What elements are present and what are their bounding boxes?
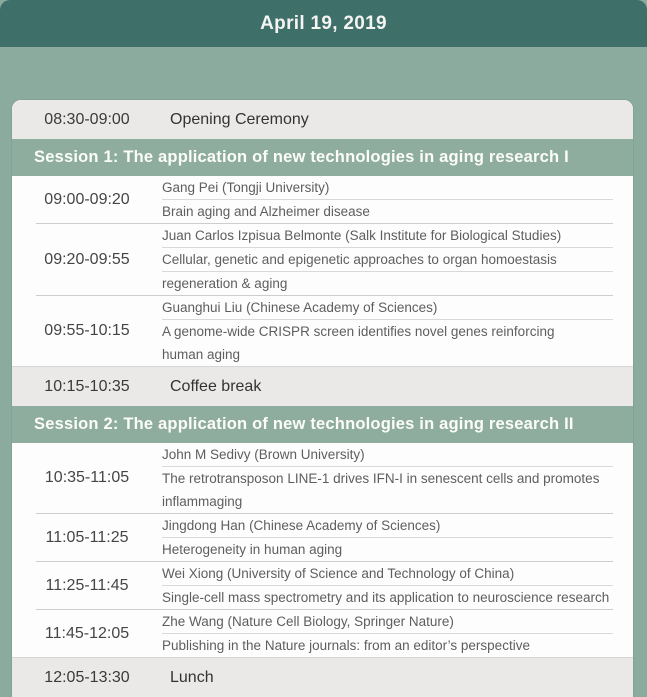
- session-1-header: [12, 139, 633, 176]
- schedule-card: [12, 100, 633, 697]
- title-line: Single-cell mass spectrometry and its application to neuroscience research: [162, 590, 610, 605]
- speaker-line: Wei Xiong (University of Science and Technology of China): [162, 562, 613, 586]
- speaker-line: Jingdong Han (Chinese Academy of Sciences): [162, 514, 613, 538]
- time-range: 11:25-11:45: [45, 576, 129, 594]
- time-range: 09:00-09:20: [44, 190, 130, 208]
- time-range: 11:05-11:25: [45, 528, 129, 546]
- break-row-opening-ceremony: [12, 100, 633, 139]
- time-range: 12:05-13:30: [44, 668, 130, 686]
- date-header: [0, 0, 647, 47]
- talk-content: [162, 443, 613, 513]
- title-line: Publishing in the Nature journals: from an editor’s perspective: [162, 638, 530, 653]
- break-row-coffee-break: [12, 366, 633, 406]
- speaker-line: Gang Pei (Tongji University): [162, 176, 613, 200]
- talk-content: [162, 562, 613, 609]
- talk-content: [162, 296, 613, 366]
- talk-row-zhe-wang: [12, 610, 633, 657]
- time-range: 09:55-10:15: [44, 322, 130, 339]
- talk-row-jingdong-han: [12, 514, 633, 561]
- talk-row-wei-xiong: [12, 562, 633, 609]
- speaker-line: Zhe Wang (Nature Cell Biology, Springer Nature): [162, 610, 613, 634]
- title-line: inflammaging: [162, 494, 243, 509]
- talk-content: [162, 514, 613, 561]
- session-1-title: Session 1: The application of new technologies in aging research I: [34, 148, 569, 166]
- break-label: Coffee break: [170, 377, 262, 395]
- title-line: regeneration & aging: [162, 276, 288, 291]
- time-range: 10:15-10:35: [44, 377, 130, 395]
- date-header-text: April 19, 2019: [260, 13, 387, 34]
- speaker-line: John M Sedivy (Brown University): [162, 443, 613, 467]
- break-label: Lunch: [170, 668, 214, 686]
- talk-row-gang-pei: [12, 176, 633, 223]
- talk-content: [162, 176, 613, 223]
- time-range: 10:35-11:05: [44, 469, 130, 486]
- talk-row-guanghui-liu: [12, 296, 633, 366]
- break-row-lunch: [12, 657, 633, 697]
- title-line: human aging: [162, 347, 241, 362]
- speaker-line: Juan Carlos Izpisua Belmonte (Salk Institute for Biological Studies): [162, 224, 613, 248]
- break-label: Opening Ceremony: [170, 110, 309, 128]
- title-line: The retrotransposon LINE-1 drives IFN-I in senescent cells and promotes: [162, 471, 600, 486]
- talk-content: [162, 224, 613, 295]
- session-2-title: Session 2: The application of new technologies in aging research II: [34, 415, 574, 433]
- speaker-line: Guanghui Liu (Chinese Academy of Sciences): [162, 296, 613, 320]
- title-line: Cellular, genetic and epigenetic approaches to organ homoestasis: [162, 248, 613, 272]
- talk-row-belmonte: [12, 224, 633, 295]
- session-2-header: [12, 406, 633, 443]
- time-range: 08:30-09:00: [44, 110, 130, 128]
- talk-content: [162, 610, 613, 657]
- time-range: 11:45-12:05: [44, 624, 130, 642]
- talk-row-sedivy: [12, 443, 633, 513]
- title-line: Brain aging and Alzheimer disease: [162, 204, 370, 219]
- title-line: Heterogeneity in human aging: [162, 542, 343, 557]
- title-line: A genome-wide CRISPR screen identifies novel genes reinforcing: [162, 324, 555, 339]
- time-range: 09:20-09:55: [44, 250, 130, 268]
- header-spacer: [0, 47, 647, 100]
